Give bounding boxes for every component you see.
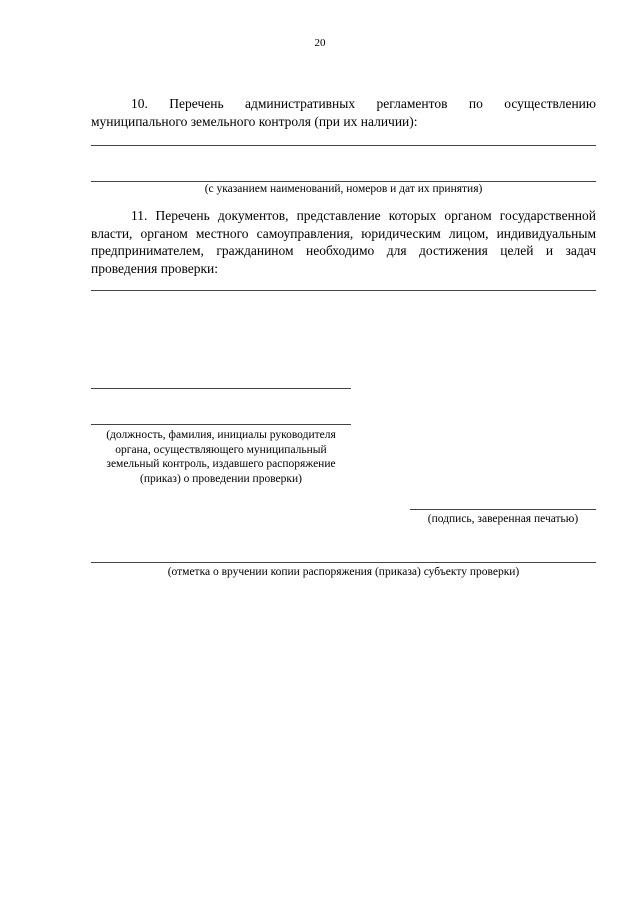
signatory-line-b [91,424,351,425]
item-11-paragraph [91,207,596,277]
signatory-caption: (должность, фамилия, инициалы руководителя органа, осуществляющего муниципальный земельный контроль, издавшего распоряжение (приказ) о проведении проверки) [106,429,336,485]
signature-caption: (подпись, заверенная печатью) [427,513,579,525]
item-11-text: Перечень документов, представление которых органом государственной власти, органом местного самоуправления, юридическим лицом, индивидуальным предпринимателем, гражданином необходимо для достижения целей и задач проведения проверки: [91,208,596,276]
item-10-paragraph [91,95,596,130]
signature-line [410,509,596,510]
item-10-caption: (с указанием наименований, номеров и дат их принятия) [204,183,483,195]
delivery-caption: (отметка о вручении копии распоряжения (приказа) субъекту проверки) [167,566,520,578]
item-10-text: Перечень административных регламентов по осуществлению муниципального земельного контроля (при их наличии): [91,96,596,129]
item-11-number: 11. [131,208,148,223]
fill-line-11 [91,290,596,291]
item-10-number: 10. [131,96,148,111]
page-number: 20 [314,37,326,49]
delivery-line [91,562,596,563]
signatory-line-a [91,388,351,389]
fill-line-10a [91,145,596,146]
